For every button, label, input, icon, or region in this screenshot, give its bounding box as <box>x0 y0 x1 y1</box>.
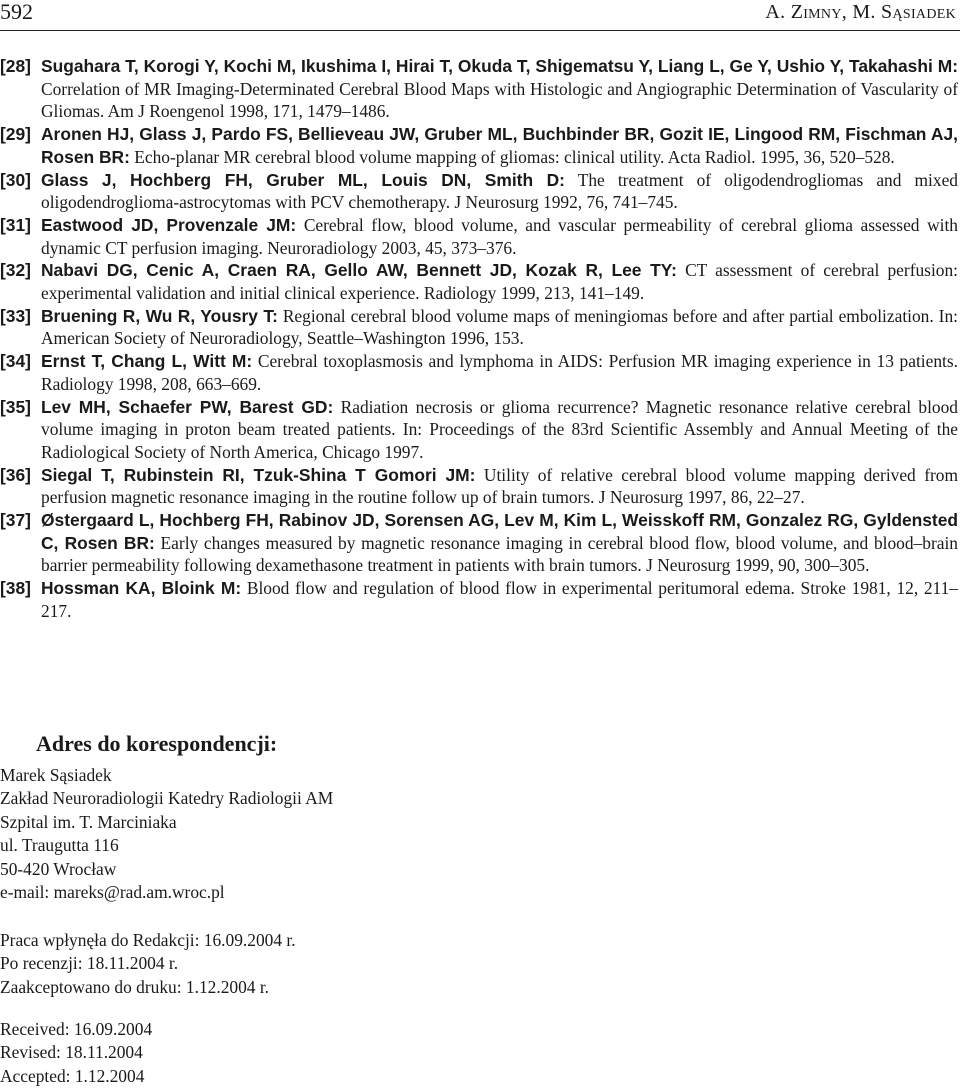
reference-number: [36] <box>0 464 31 485</box>
date-received-pl: Praca wpłynęła do Redakcji: 16.09.2004 r. <box>0 930 296 950</box>
reference-number: [38] <box>0 578 31 599</box>
reference-text: Utility of relative cerebral blood volume mapping derived from perfusion magnetic resonance imaging in the routine follow up of brain tumors. J Neurosurg 1997, 86, 22–27. <box>41 464 958 508</box>
reference-authors: Nabavi DG, Cenic A, Craen RA, Gello AW, Bennett JD, Kozak R, Lee TY: <box>41 260 677 281</box>
reference-authors: Ernst T, Chang L, Witt M: <box>41 351 253 372</box>
reference-text: Cerebral flow, blood volume, and vascular permeability of cerebral glioma assessed with dynamic CT perfusion imaging. Neuroradiology 2003, 45, 373–376. <box>41 214 958 258</box>
address-line: ul. Traugutta 116 <box>0 835 119 856</box>
reference-number: [35] <box>0 396 31 417</box>
reference-item <box>0 169 958 214</box>
reference-text: CT assessment of cerebral perfusion: experimental validation and initial clinical experience. Radiology 1999, 213, 141–149. <box>41 260 958 304</box>
address-line: Marek Sąsiadek <box>0 765 112 785</box>
reference-number: [34] <box>0 351 31 372</box>
date-revised-pl: Po recenzji: 18.11.2004 r. <box>0 953 179 974</box>
date-accepted: Accepted: 1.12.2004 <box>0 1065 145 1086</box>
reference-text: The treatment of oligodendrogliomas and mixed oligodendroglioma-astrocytomas with PCV chemotherapy. J Neurosurg 1992, 76, 741–745. <box>41 169 958 213</box>
email-line: e-mail: mareks@rad.am.wroc.pl <box>0 882 225 903</box>
reference-text: Early changes measured by magnetic resonance imaging in cerebral blood flow, blood volume, and blood–brain barrier permeability following dexamethasone treatment in patients with brain tumors. J Neurosurg 1999, 90, 300–305. <box>41 532 958 576</box>
reference-authors: Lev MH, Schaefer PW, Barest GD: <box>41 396 334 417</box>
reference-text: Regional cerebral blood volume maps of meningiomas before and after partial embolization. In: American Society of Neuroradiology, Seattle–Washington 1996, 153. <box>41 305 958 349</box>
dates-polish <box>0 929 296 999</box>
reference-item <box>0 577 958 622</box>
page-number: 592 <box>0 0 33 24</box>
reference-item <box>0 123 958 168</box>
address-line: 50-420 Wrocław <box>0 858 117 879</box>
reference-authors: Sugahara T, Korogi Y, Kochi M, Ikushima I, Hirai T, Okuda T, Shigematsu Y, Liang L, Ge Y, Ushio Y, Takahashi M: <box>41 56 958 76</box>
date-revised: Revised: 18.11.2004 <box>0 1042 143 1063</box>
address-line: Szpital im. T. Marciniaka <box>0 811 177 832</box>
date-received: Received: 16.09.2004 <box>0 1019 153 1039</box>
reference-number: [32] <box>0 260 31 281</box>
reference-number: [33] <box>0 305 31 326</box>
reference-number: [37] <box>0 510 31 531</box>
reference-number: [29] <box>0 124 31 145</box>
reference-item <box>0 259 958 304</box>
reference-text: Echo-planar MR cerebral blood volume mapping of gliomas: clinical utility. Acta Radiol. 1995, 36, 520–528. <box>129 146 895 167</box>
reference-number: [28] <box>0 56 31 76</box>
correspondence-address <box>0 764 333 904</box>
reference-authors: Glass J, Hochberg FH, Gruber ML, Louis DN, Smith D: <box>41 169 565 190</box>
reference-item <box>0 305 958 350</box>
reference-authors: Siegal T, Rubinstein RI, Tzuk-Shina T Gomori JM: <box>41 464 476 485</box>
reference-item <box>0 214 958 259</box>
reference-item <box>0 396 958 464</box>
reference-item <box>0 464 958 509</box>
correspondence-title: Adres do korespondencji: <box>36 731 278 756</box>
dates-english <box>0 1018 152 1088</box>
date-accepted-pl: Zaakceptowano do druku: 1.12.2004 r. <box>0 976 270 997</box>
reference-item <box>0 55 958 123</box>
reference-number: [31] <box>0 214 31 235</box>
reference-text: Correlation of MR Imaging-Determinated Cerebral Blood Maps with Histologic and Angiographic Determination of Vascularity of Gliomas. Am J Roengenol 1998, 171, 1479–1486. <box>41 78 958 122</box>
reference-item <box>0 350 958 395</box>
reference-list <box>0 55 958 623</box>
running-head: A. Zimny, M. Sąsiadek <box>765 1 956 23</box>
reference-number: [30] <box>0 169 31 190</box>
reference-item <box>0 509 958 577</box>
reference-authors: Hossman KA, Bloink M: <box>41 578 242 599</box>
reference-authors: Aronen HJ, Glass J, Pardo FS, Bellieveau JW, Gruber ML, Buchbinder BR, Gozit IE, Lingood RM, Fischman AJ, Rosen BR: <box>41 124 958 167</box>
reference-authors: Bruening R, Wu R, Yousry T: <box>41 305 278 326</box>
reference-text: Blood flow and regulation of blood flow in experimental peritumoral edema. Stroke 1981, 12, 211–217. <box>41 578 958 621</box>
reference-text: Radiation necrosis or glioma recurrence? Magnetic resonance relative cerebral blood volume imaging in proton beam treated patients. In: Proceedings of the 83rd Scientific Assembly and Annual Meeting of the Radiological Society of North America, Chicago 1997. <box>41 396 959 462</box>
address-line: Zakład Neuroradiologii Katedry Radiologii AM <box>0 788 334 809</box>
reference-text: Cerebral toxoplasmosis and lymphoma in AIDS: Perfusion MR imaging experience in 13 patients. Radiology 1998, 208, 663–669. <box>41 351 958 394</box>
reference-authors: Østergaard L, Hochberg FH, Rabinov JD, Sorensen AG, Lev M, Kim L, Weisskoff RM, Gonzalez RG, Gyldensted C, Rosen BR: <box>41 510 958 553</box>
page-header <box>0 0 960 31</box>
reference-authors: Eastwood JD, Provenzale JM: <box>41 214 297 235</box>
